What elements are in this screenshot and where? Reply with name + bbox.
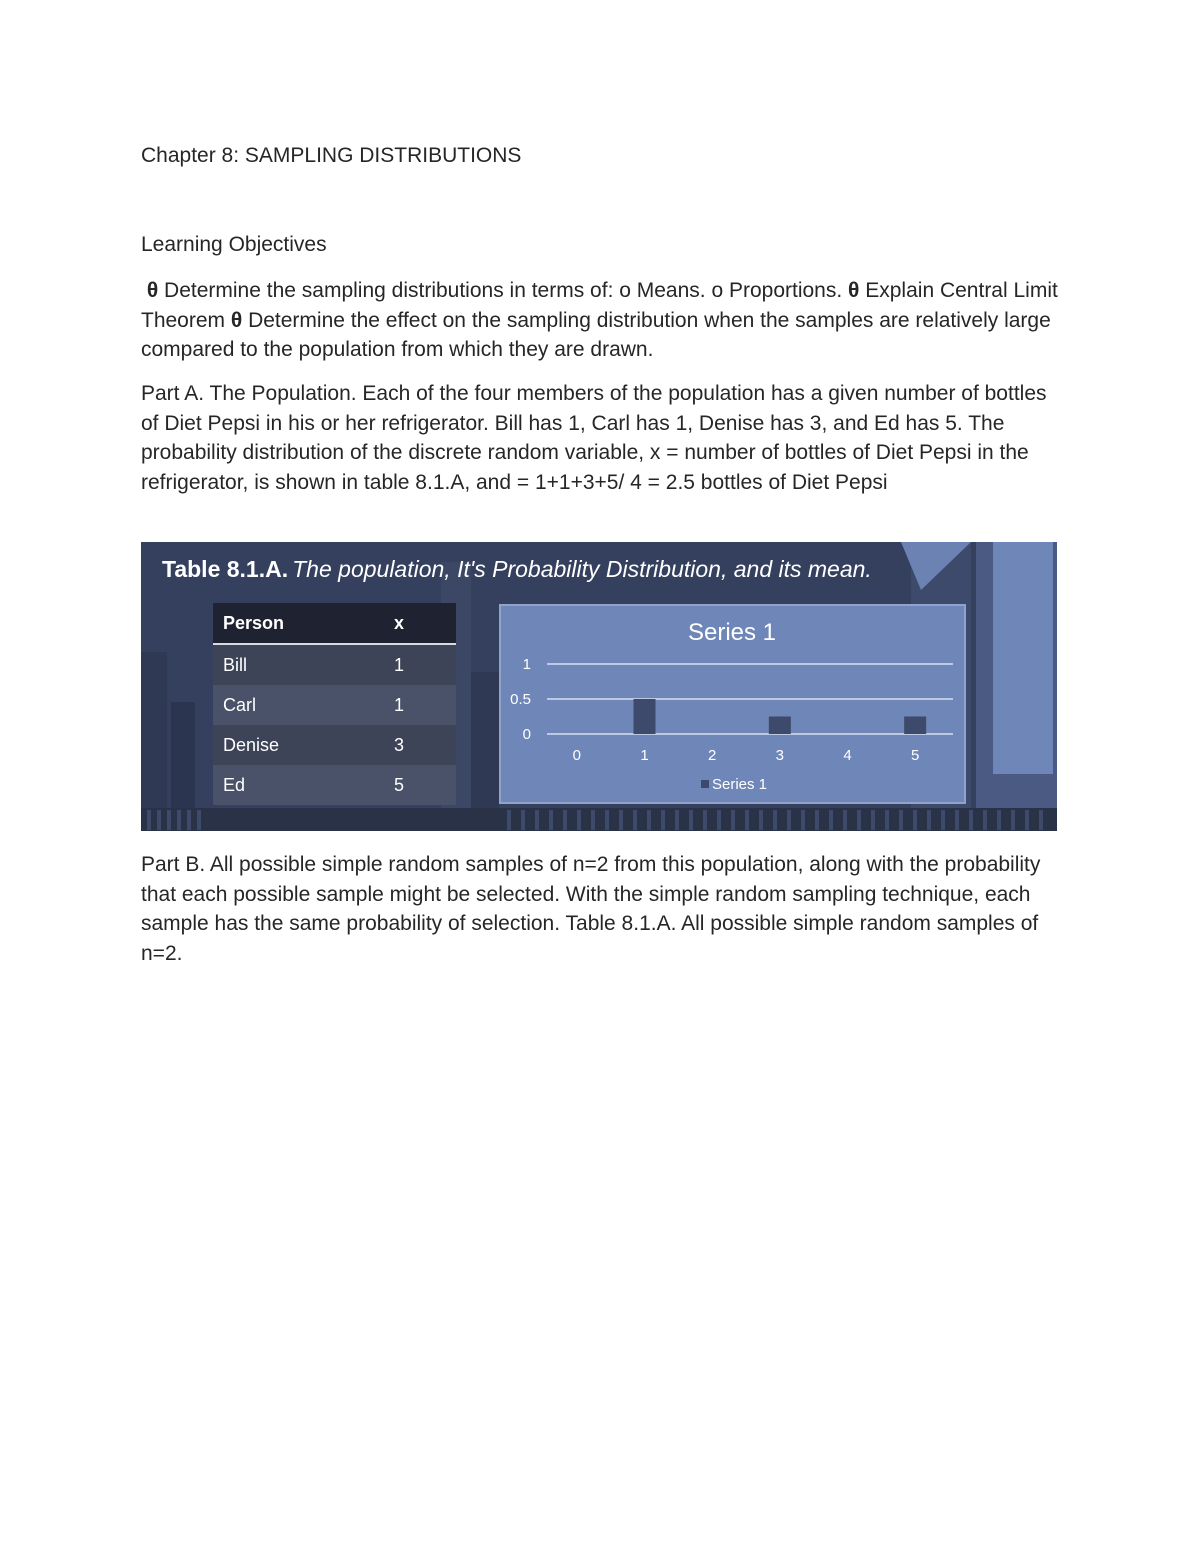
legend-swatch <box>701 780 709 788</box>
y-tick-label: 1 <box>522 656 531 673</box>
cell-person: Carl <box>213 685 384 725</box>
part-b-paragraph: Part B. All possible simple random samples of n=2 from this population, along with the probability that each possible sample might be selected. With the simple random sampling technique, each sample has the same probability of selection. Table 8.1.A. All possible simple random samples of n=2. <box>141 853 1041 965</box>
chart-svg <box>501 606 964 802</box>
cell-x: 3 <box>384 725 456 765</box>
chapter-title: Chapter 8: SAMPLING DISTRIBUTIONS <box>141 144 522 167</box>
objective-3: Determine the effect on the sampling distribution when the samples are relatively large compared to the population from which they are drawn. <box>141 308 1051 362</box>
figure-caption <box>162 556 872 583</box>
caption-number: Table 8.1.A. <box>162 556 289 582</box>
x-tick-label: 4 <box>843 747 852 764</box>
cell-x: 1 <box>384 685 456 725</box>
cell-person: Bill <box>213 644 384 685</box>
y-tick-label: 0 <box>522 726 531 743</box>
population-table <box>213 603 456 805</box>
header-person: Person <box>213 603 384 644</box>
table-figure <box>141 542 1057 831</box>
x-tick-label: 3 <box>775 747 785 764</box>
objectives-bullets <box>141 276 1061 365</box>
cell-person: Denise <box>213 725 384 765</box>
chart-title: Series 1 <box>687 619 777 646</box>
bullet-glyph: θ <box>230 308 243 332</box>
table-row <box>213 685 456 725</box>
bar <box>634 699 656 734</box>
bar <box>904 717 926 735</box>
table-row <box>213 765 456 805</box>
bar-chart <box>499 604 966 804</box>
table-row <box>213 644 456 685</box>
x-tick-label: 2 <box>707 747 717 764</box>
x-tick-label: 0 <box>572 747 582 764</box>
cell-x: 5 <box>384 765 456 805</box>
chart-legend <box>701 776 767 793</box>
x-tick-label: 5 <box>910 747 920 764</box>
cell-person: Ed <box>213 765 384 805</box>
x-tick-label: 1 <box>640 747 649 764</box>
table-row <box>213 725 456 765</box>
objectives-heading: Learning Objectives <box>141 233 327 256</box>
y-tick-label: 0.5 <box>510 691 531 708</box>
header-x: x <box>384 603 456 644</box>
bullet-glyph: θ <box>146 279 159 302</box>
objective-2: Explain Central Limit Theorem <box>141 279 1058 332</box>
caption-text: The population, It's Probability Distribution, and its mean. <box>292 556 872 582</box>
part-a-paragraph: Part A. The Population. Each of the four members of the population has a given number of bottles of Diet Pepsi in his or her refrigerator. Bill has 1, Carl has 1, Denise has 3, and Ed has 5. The probability distribution of the discrete random variable, x = number of bottles of Diet Pepsi in the refrigerator, is shown in table 8.1.A, and = 1+1+3+5/ 4 = 2.5 bottles of Diet Pepsi <box>141 382 1047 494</box>
table-header-row <box>213 603 456 644</box>
objective-1: Determine the sampling distributions in terms of: o Means. o Proportions. <box>164 279 843 302</box>
bullet-glyph: θ <box>848 279 860 302</box>
cell-x: 1 <box>384 644 456 685</box>
bar <box>769 717 791 735</box>
legend-label: Series 1 <box>712 776 768 793</box>
